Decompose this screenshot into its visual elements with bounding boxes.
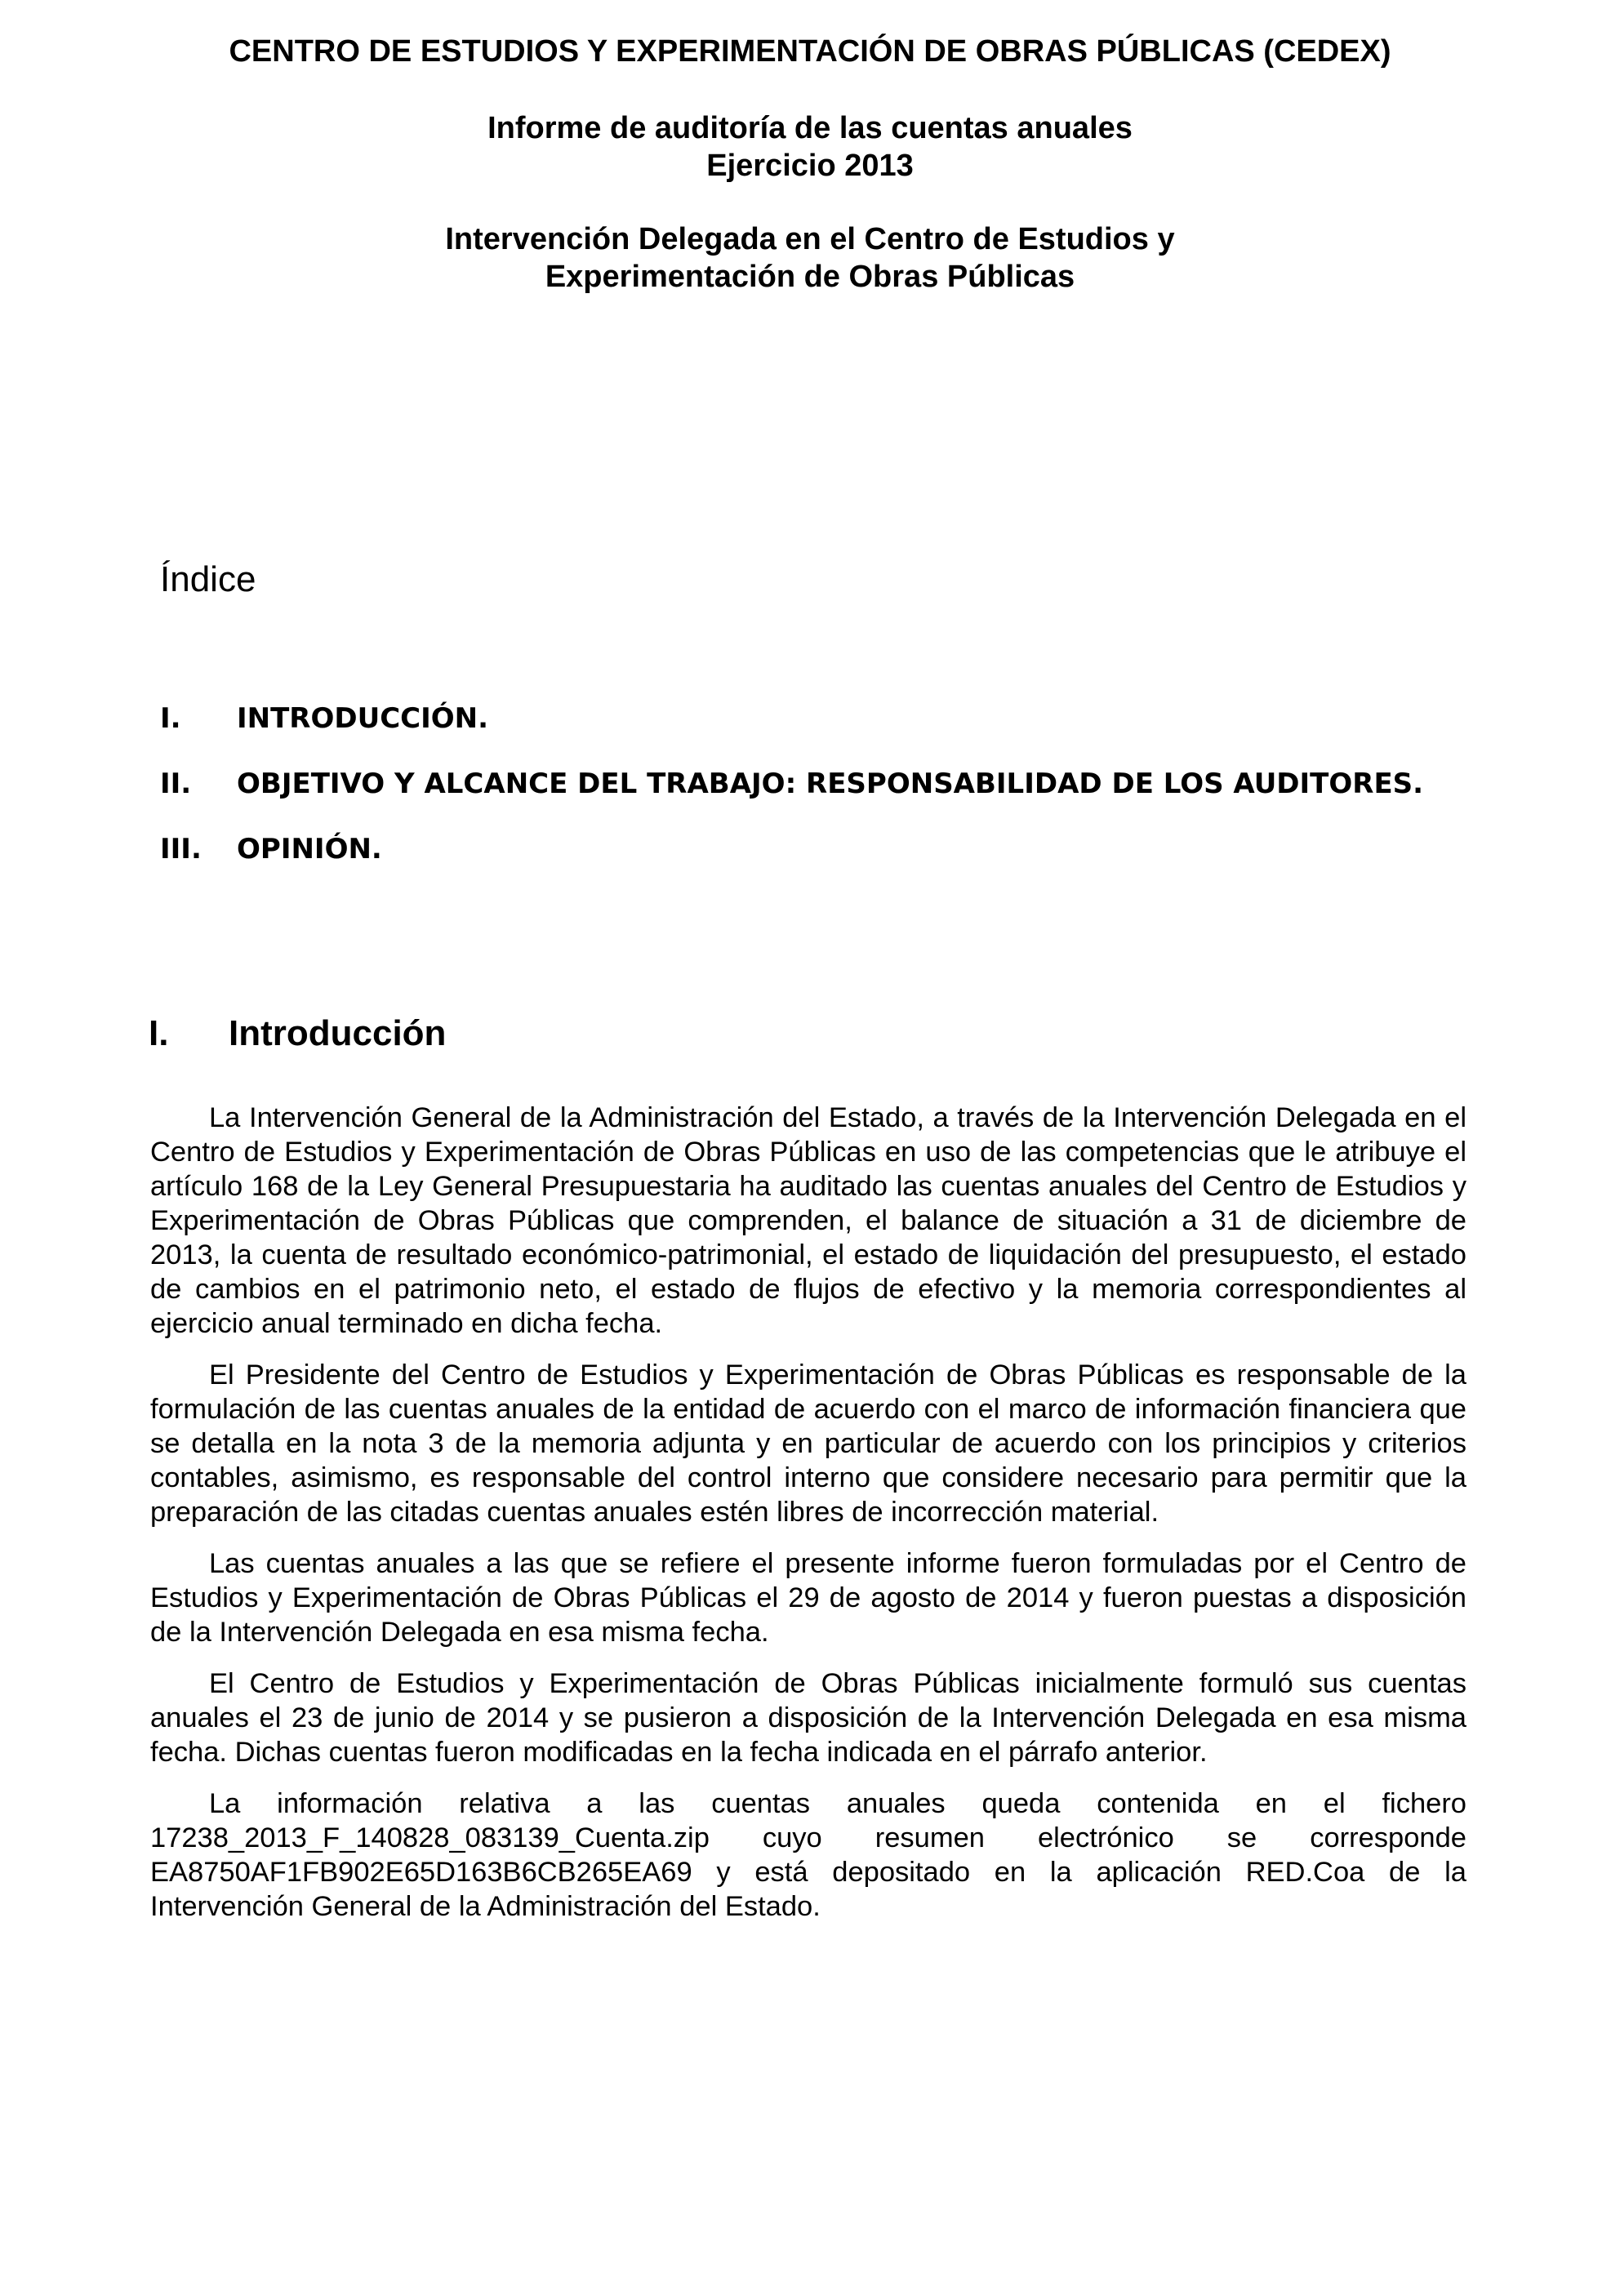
index-item-label: OBJETIVO Y ALCANCE DEL TRABAJO: RESPONSABILIDAD DE LOS AUDITORES.	[237, 768, 1424, 800]
index-item	[160, 831, 382, 867]
index-item-number: II.	[160, 768, 192, 800]
paragraph: La información relativa a las cuentas anuales queda contenida en el fichero 17238_2013_F_140828_083139_Cuenta.zip cuyo resumen electrónico se corresponde EA8750AF1FB902E65D163B6CB265EA69 y está depositado en la aplicación RED.Coa de la Intervención General de la Administración del Estado.	[150, 1788, 1466, 1922]
section-heading-introduccion	[149, 1011, 446, 1057]
report-title-line1: Informe de auditoría de las cuentas anuales	[487, 111, 1133, 145]
index-item-number: I.	[160, 702, 181, 735]
section-number: I.	[149, 1013, 169, 1053]
paragraph: El Centro de Estudios y Experimentación de Obras Públicas inicialmente formuló sus cuentas anuales el 23 de junio de 2014 y se pusieron a disposición de la Intervención Delegada en esa misma fecha. Dichas cuentas fueron modificadas en la fecha indicada en el párrafo anterior.	[150, 1668, 1466, 1768]
paragraph: Las cuentas anuales a las que se refiere el presente informe fueron formuladas por el Centro de Estudios y Experimentación de Obras Públicas el 29 de agosto de 2014 y fueron puestas a disposición de la Intervención Delegada en esa misma fecha.	[150, 1548, 1466, 1648]
paragraph: El Presidente del Centro de Estudios y Experimentación de Obras Públicas es responsable de la formulación de las cuentas anuales de la entidad de acuerdo con el marco de información financiera que se detalla en la nota 3 de la memoria adjunta y en particular de acuerdo con los principios y criterios contables, asimismo, es responsable del control interno que considere necesario para permitir que la preparación de las citadas cuentas anuales estén libres de incorrección material.	[150, 1359, 1466, 1528]
issuer-line1: Intervención Delegada en el Centro de Estudios y	[445, 222, 1175, 256]
index-item-label: OPINIÓN.	[237, 833, 382, 865]
index-item	[160, 701, 488, 736]
paragraph: La Intervención General de la Administración del Estado, a través de la Intervención Delegada en el Centro de Estudios y Experimentación de Obras Públicas en uso de las competencias que le atribuye el artículo 168 de la Ley General Presupuestaria ha auditado las cuentas anuales del Centro de Estudios y Experimentación de Obras Públicas que comprenden, el balance de situación a 31 de diciembre de 2013, la cuenta de resultado económico-patrimonial, el estado de liquidación del presupuesto, el estado de cambios en el patrimonio neto, el estado de flujos de efectivo y la memoria correspondientes al ejercicio anual terminado en dicha fecha.	[150, 1102, 1466, 1339]
index-item	[160, 766, 1423, 802]
issuer-line2: Experimentación de Obras Públicas	[545, 260, 1075, 294]
section-body	[150, 1101, 1466, 1941]
index-title: Índice	[160, 559, 256, 599]
document-title: CENTRO DE ESTUDIOS Y EXPERIMENTACIÓN DE OBRAS PÚBLICAS (CEDEX)	[229, 34, 1391, 69]
index-item-number: III.	[160, 833, 202, 865]
index-item-label: INTRODUCCIÓN.	[237, 702, 489, 735]
section-title: Introducción	[229, 1013, 447, 1053]
report-title-line2: Ejercicio 2013	[706, 149, 914, 183]
